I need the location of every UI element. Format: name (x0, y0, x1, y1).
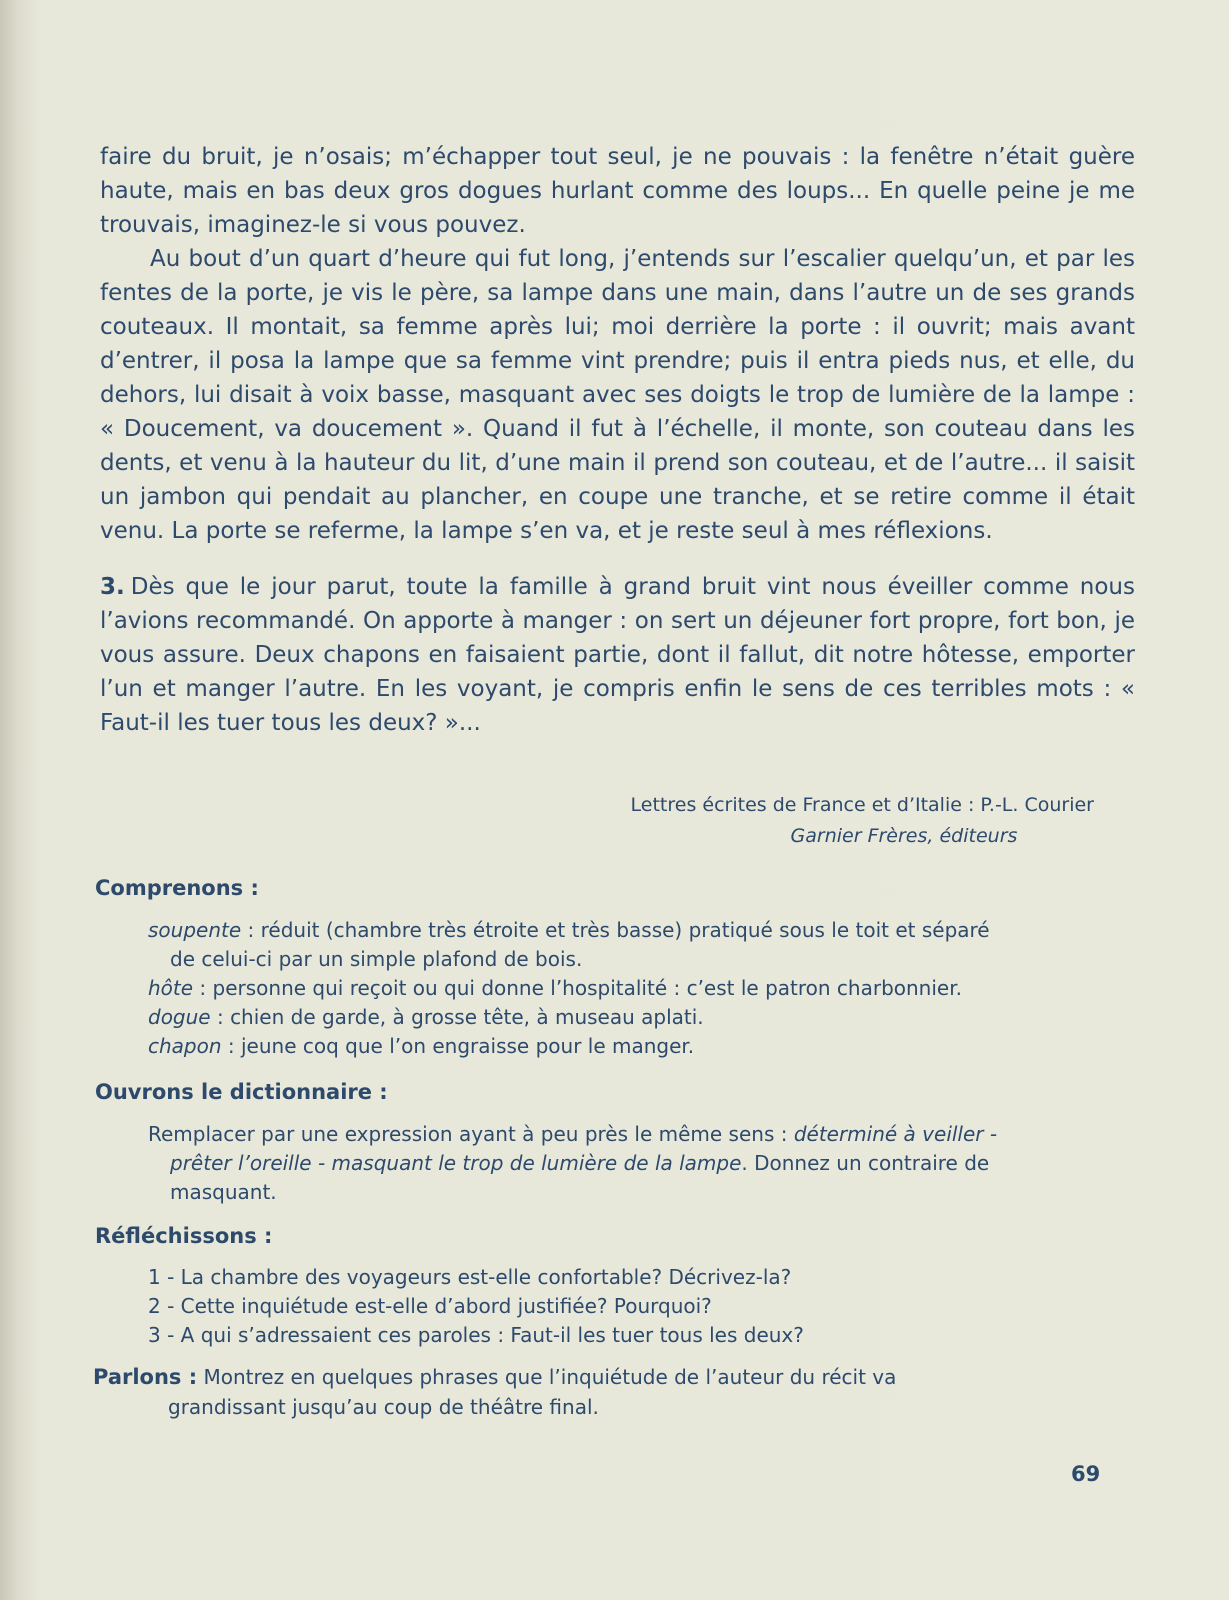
parlons-section (93, 1362, 1133, 1422)
dictionnaire-line (148, 1149, 1133, 1178)
glossary-item (148, 916, 1133, 945)
glossary-term: hôte (148, 976, 194, 1000)
glossary (148, 916, 1133, 1061)
dictionnaire-line (148, 1120, 1133, 1149)
dictionnaire-instruction: . Donnez un contraire de (741, 1151, 990, 1175)
paragraph-number: 3. (100, 574, 125, 600)
glossary-term: chapon (148, 1034, 222, 1058)
source-citation (631, 790, 1094, 852)
glossary-definition: : chien de garde, à grosse tête, à museau aplati. (210, 1005, 704, 1029)
source-publisher: Garnier Frères, éditeurs (790, 825, 1018, 847)
question-item: 1 - La chambre des voyageurs est-elle confortable? Décrivez-la? (148, 1265, 792, 1289)
glossary-definition: : réduit (chambre très étroite et très basse) pratiqué sous le toit et séparé (241, 918, 990, 942)
parlons-instruction: Montrez en quelques phrases que l’inquiétude de l’auteur du récit va (197, 1365, 897, 1389)
passage (100, 140, 1135, 740)
glossary-definition: : personne qui reçoit ou qui donne l’hospitalité : c’est le patron charbonnier. (193, 976, 962, 1000)
glossary-definition-continued: de celui-ci par un simple plafond de bois. (170, 947, 583, 971)
dictionnaire-exercise (148, 1120, 1133, 1207)
questions-list (148, 1263, 804, 1350)
glossary-term: soupente (148, 918, 242, 942)
passage-paragraph-3-text: Dès que le jour parut, toute la famille à grand bruit vint nous éveiller comme nous l’avions recommandé. On apporte à manger : on sert un déjeuner fort propre, fort bon, je vous assure. Deux chapons en faisaient partie, dont il fallut, dit notre hôtesse, emporter l’un et manger l’autre. En les voyant, je compris enfin le sens de ces terribles mots : « Faut-il les tuer tous les deux? »... (100, 574, 1135, 736)
reflechissons-heading: Réfléchissons : (95, 1224, 273, 1248)
dictionnaire-heading: Ouvrons le dictionnaire : (95, 1080, 388, 1104)
question-item: 2 - Cette inquiétude est-elle d’abord justifiée? Pourquoi? (148, 1294, 712, 1318)
dictionnaire-terms: prêter l’oreille - masquant le trop de lumière de la lampe (170, 1151, 742, 1175)
dictionnaire-terms: déterminé à veiller - (793, 1122, 998, 1146)
parlons-instruction-continued: grandissant jusqu’au coup de théâtre final. (168, 1395, 599, 1419)
glossary-item (148, 1003, 1133, 1032)
page-number: 69 (1071, 1462, 1101, 1486)
parlons-heading: Parlons : (93, 1365, 198, 1389)
parlons-line (93, 1362, 1133, 1392)
comprenons-heading: Comprenons : (95, 876, 259, 900)
passage-paragraph-3 (100, 570, 1135, 740)
glossary-item (148, 1032, 1133, 1061)
dictionnaire-intro: Remplacer par une expression ayant à peu près le même sens : (148, 1122, 794, 1146)
passage-paragraph-2: Au bout d’un quart d’heure qui fut long, j’entends sur l’escalier quelqu’un, et par les fentes de la porte, je vis le père, sa lampe dans une main, dans l’autre un de ses grands couteaux. Il montait, sa femme après lui; moi derrière la porte : il ouvrit; mais avant d’entrer, il posa la lampe que sa femme vint prendre; puis il entra pieds nus, et elle, du dehors, lui disait à voix basse, masquant avec ses doigts le trop de lumière de la lampe : « Doucement, va doucement ». Quand il fut à l’échelle, il monte, son couteau dans les dents, et venu à la hauteur du lit, d’une main il prend son couteau, et de l’autre... il saisit un jambon qui pendait au plancher, en coupe une tranche, et se retire comme il était venu. La porte se referme, la lampe s’en va, et je reste seul à mes réflexions. (100, 246, 1135, 544)
source-title-author: Lettres écrites de France et d’Italie : P.-L. Courier (630, 794, 1094, 816)
glossary-item (148, 974, 1133, 1003)
glossary-definition: : jeune coq que l’on engraisse pour le manger. (221, 1034, 695, 1058)
glossary-term: dogue (148, 1005, 211, 1029)
question-item: 3 - A qui s’adressaient ces paroles : Faut-il les tuer tous les deux? (148, 1323, 804, 1347)
dictionnaire-line: masquant. (170, 1180, 277, 1204)
passage-paragraph-1: faire du bruit, je n’osais; m’échapper tout seul, je ne pouvais : la fenêtre n’était guère haute, mais en bas deux gros dogues hurlant comme des loups... En quelle peine je me trouvais, imaginez-le si vous pouvez. (100, 144, 1135, 238)
